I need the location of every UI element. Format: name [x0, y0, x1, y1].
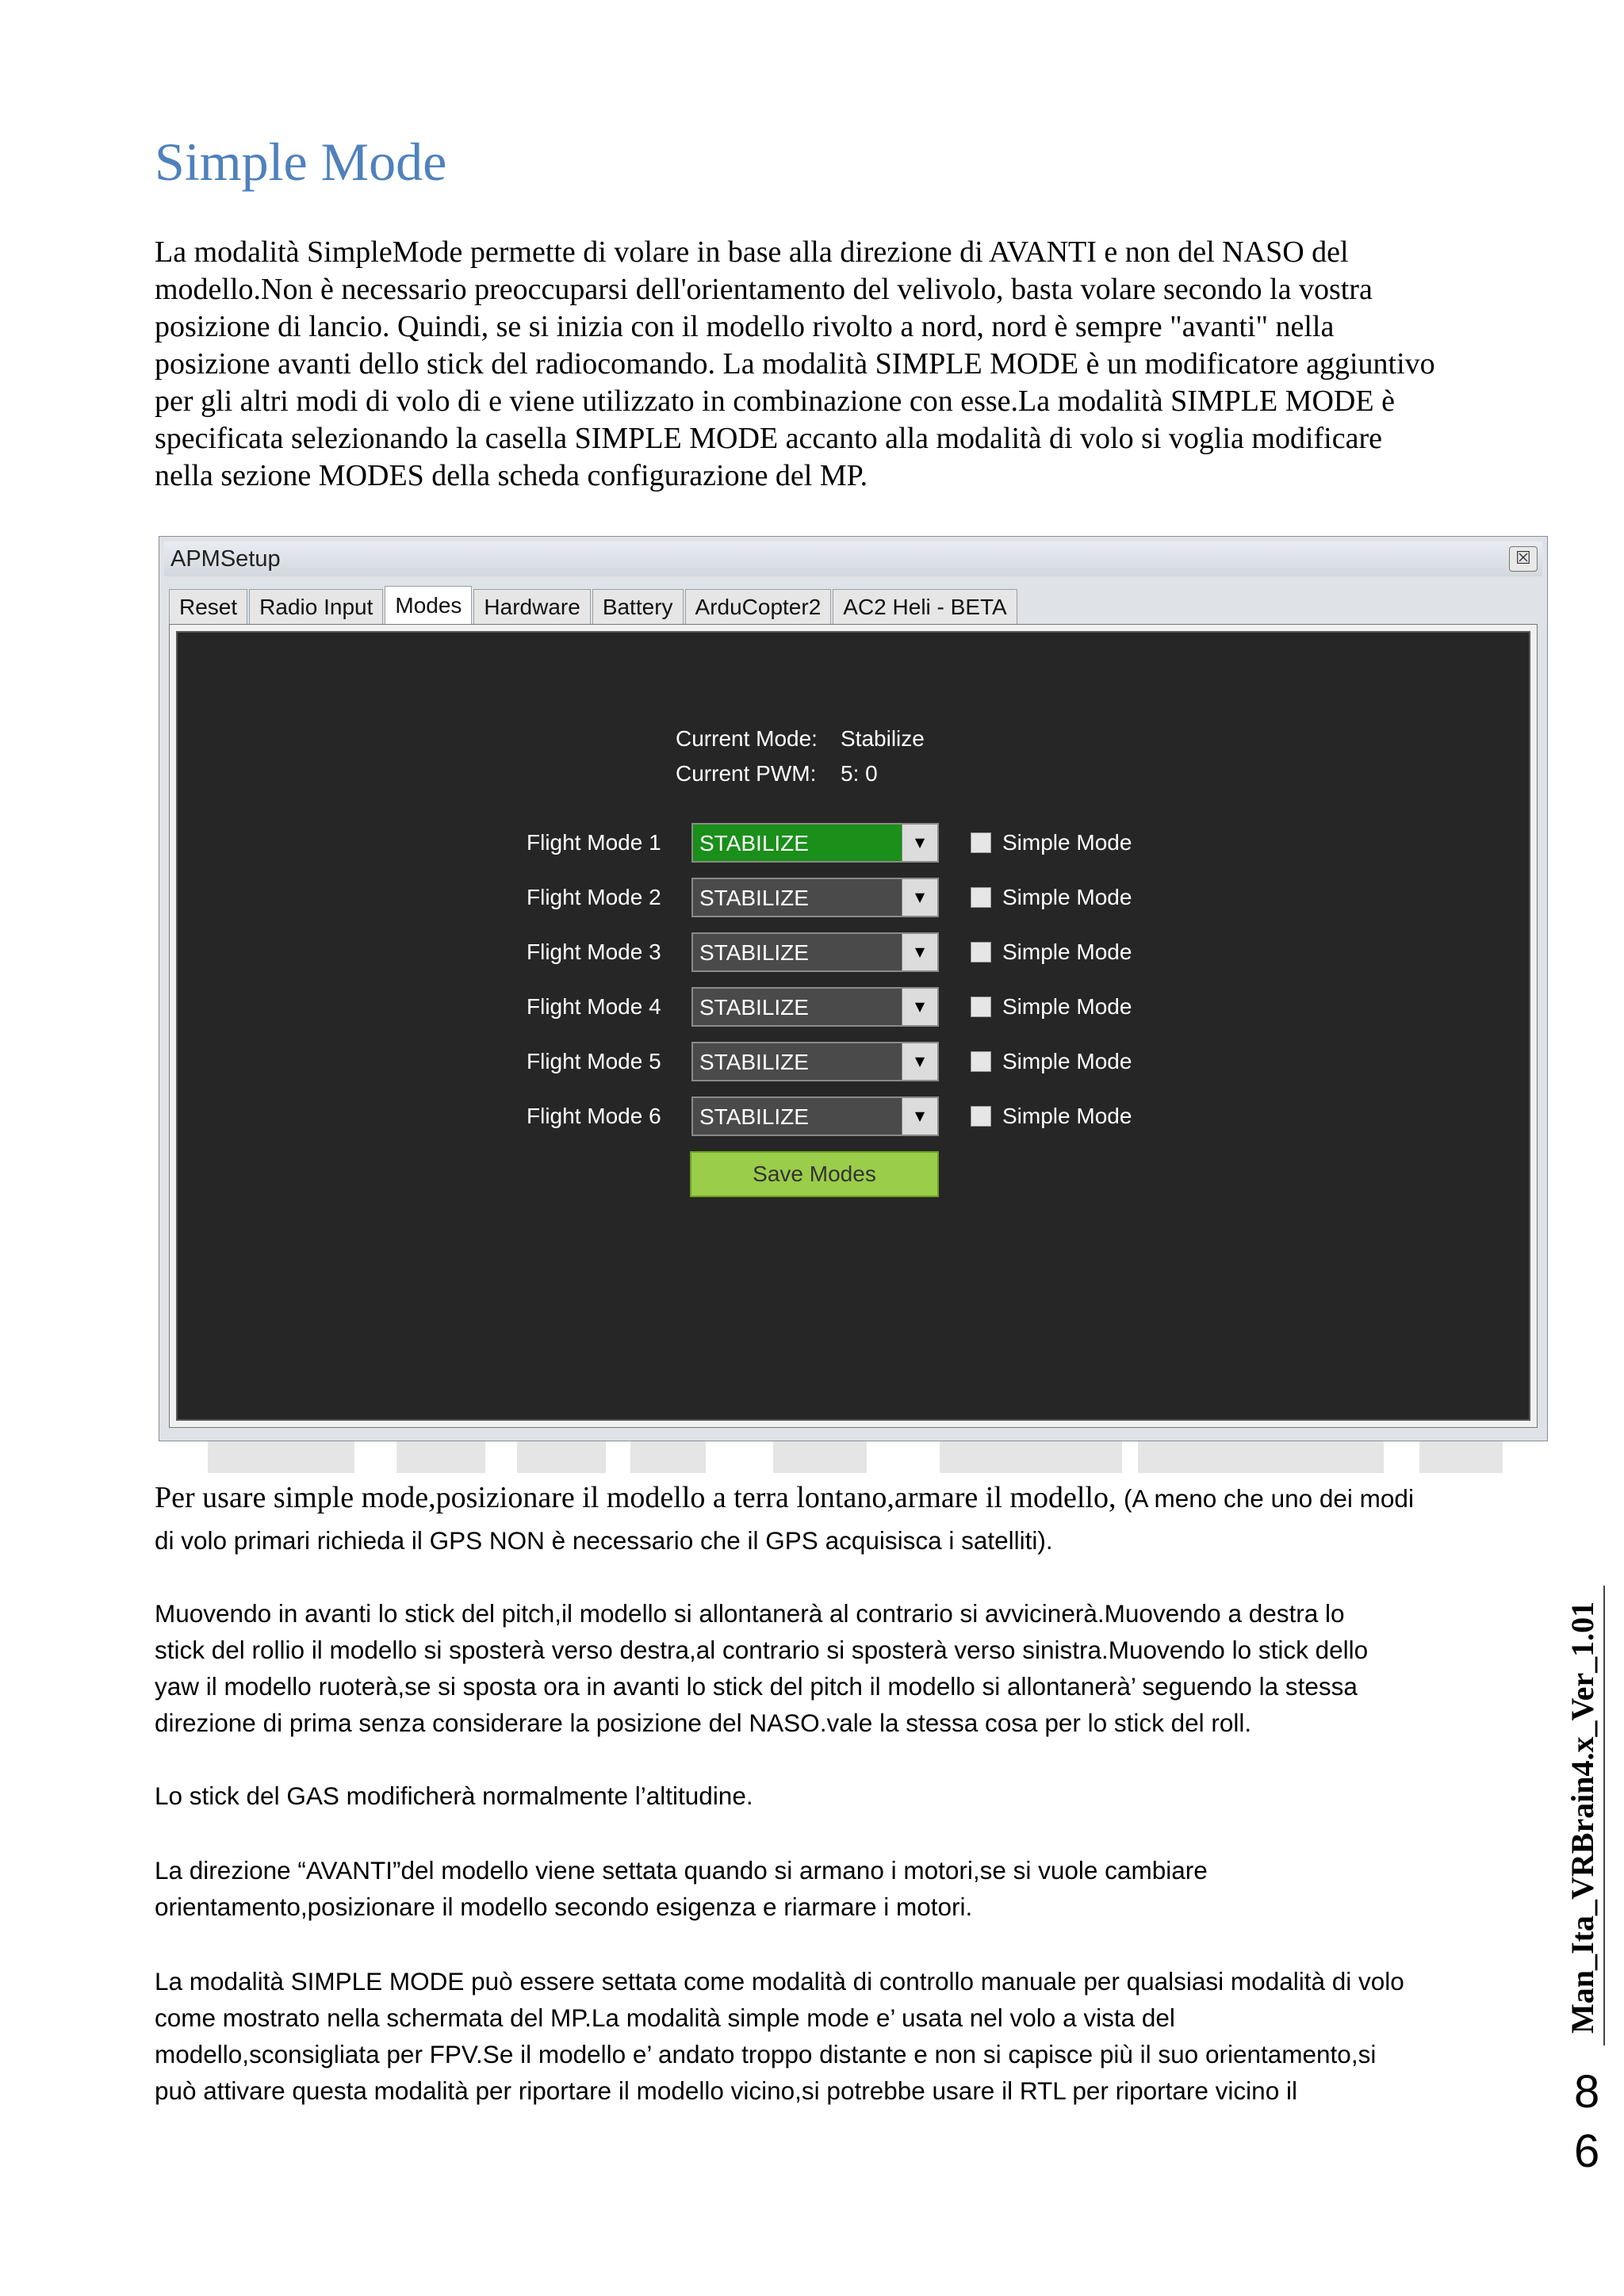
flight-mode-label: Flight Mode 2	[527, 885, 661, 909]
image-shadow-strip	[208, 1441, 354, 1473]
chevron-down-icon[interactable]: ▼	[902, 1098, 937, 1135]
tab-battery[interactable]: Battery	[592, 589, 684, 624]
image-shadow-strip	[1138, 1441, 1384, 1473]
close-icon[interactable]: ☒	[1509, 546, 1538, 572]
tab-hardware[interactable]: Hardware	[473, 589, 590, 624]
flight-mode-1-select[interactable]	[691, 823, 939, 863]
intro-line: posizione di lancio. Quindi, se si inizia con il modello rivolto a nord, nord è sempre "avanti" nella	[155, 310, 1335, 343]
usage-line: di volo primari richieda il GPS NON è necessario che il GPS acquisisca i satelliti).	[155, 1526, 1053, 1555]
flight-mode-label: Flight Mode 5	[527, 1049, 661, 1073]
chevron-down-icon[interactable]: ▼	[902, 934, 937, 970]
flight-mode-label: Flight Mode 6	[527, 1104, 661, 1128]
intro-line: nella sezione MODES della scheda configurazione del MP.	[155, 459, 868, 492]
image-shadow-strip	[940, 1441, 1122, 1473]
side-divider	[1603, 1586, 1605, 2045]
flight-mode-row-2	[178, 878, 1529, 919]
stick-line: direzione di prima senza considerare la posizione del NASO.vale la stessa cosa per lo stick del roll.	[155, 1709, 1252, 1737]
save-modes-button[interactable]: Save Modes	[690, 1151, 939, 1197]
flight-mode-value: STABILIZE	[699, 1050, 809, 1074]
flight-mode-4-select[interactable]	[691, 987, 939, 1027]
flight-mode-2-select[interactable]	[691, 878, 939, 917]
flight-mode-value: STABILIZE	[699, 831, 809, 855]
chevron-down-icon[interactable]: ▼	[902, 1043, 937, 1080]
stick-line: stick del rollio il modello si sposterà verso destra,al contrario si sposterà verso sinistra.Muovendo lo stick dello	[155, 1636, 1369, 1664]
flight-mode-label: Flight Mode 1	[527, 830, 661, 855]
flight-mode-row-5	[178, 1042, 1529, 1083]
modes-panel-content	[176, 631, 1530, 1421]
modes-panel	[169, 624, 1538, 1428]
page-number-digit: 8	[1574, 2066, 1600, 2118]
gas-paragraph	[155, 1777, 1550, 1814]
simple-mode-line: come mostrato nella schermata del MP.La modalità simple mode e’ usata nel volo a vista del	[155, 2003, 1175, 2032]
tab-ac2-heli-beta[interactable]: AC2 Heli - BETA	[833, 589, 1017, 624]
simple-mode-label: Simple Mode	[1002, 1049, 1132, 1073]
tab-reset[interactable]: Reset	[169, 589, 247, 624]
intro-line: modello.Non è necessario preoccuparsi dell'orientamento del velivolo, basta volare secondo la vostra	[155, 273, 1373, 306]
chevron-down-icon[interactable]: ▼	[902, 989, 937, 1025]
direction-line: La direzione “AVANTI”del modello viene settata quando si armano i motori,se si vuole cambiare	[155, 1856, 1208, 1885]
intro-line: La modalità SimpleMode permette di volare in base alla direzione di AVANTI e non del NASO del	[155, 235, 1349, 269]
page-number-digit: 6	[1574, 2126, 1600, 2177]
simple-mode-checkbox-3[interactable]	[971, 942, 991, 962]
image-shadow-strip	[396, 1441, 485, 1473]
chevron-down-icon[interactable]: ▼	[902, 879, 937, 916]
flight-mode-label: Flight Mode 3	[527, 939, 661, 964]
simple-mode-label: Simple Mode	[1002, 1104, 1132, 1128]
flight-mode-6-select[interactable]	[691, 1096, 939, 1136]
flight-mode-row-6	[178, 1096, 1529, 1138]
simple-mode-label: Simple Mode	[1002, 885, 1132, 909]
simple-mode-paragraph	[155, 1963, 1550, 2109]
image-shadow-strip	[517, 1441, 606, 1473]
current-pwm-value: 5: 0	[841, 761, 878, 786]
window-title: APMSetup	[170, 546, 281, 572]
image-shadow-strip	[630, 1441, 706, 1473]
stick-line: Muovendo in avanti lo stick del pitch,il modello si allontanerà al contrario si avvicinerà.Muovendo a destra lo	[155, 1599, 1345, 1628]
simple-mode-line: modello,sconsigliata per FPV.Se il modello e’ andato troppo distante e non si capisce più il suo orientamento,si	[155, 2040, 1377, 2068]
current-mode-label: Current Mode:	[676, 726, 818, 751]
image-shadow-strip	[773, 1441, 867, 1473]
apmsetup-screenshot	[159, 536, 1548, 1441]
current-mode-value: Stabilize	[841, 726, 925, 751]
document-version-label: Man_Ita_VRBrain4.x_Ver_1.01	[1565, 1601, 1600, 2034]
flight-mode-value: STABILIZE	[699, 886, 809, 910]
flight-mode-value: STABILIZE	[699, 995, 809, 1020]
simple-mode-line: può attivare questa modalità per riportare il modello vicino,si potrebbe usare il RTL per riportare vicino il	[155, 2076, 1297, 2105]
simple-mode-checkbox-1[interactable]	[971, 832, 991, 853]
stick-paragraph	[155, 1595, 1550, 1741]
flight-mode-5-select[interactable]	[691, 1042, 939, 1081]
usage-line	[155, 1479, 1558, 1522]
simple-mode-label: Simple Mode	[1002, 939, 1132, 964]
chevron-down-icon[interactable]: ▼	[902, 825, 937, 861]
image-shadow-strip	[1419, 1441, 1503, 1473]
simple-mode-line: La modalità SIMPLE MODE può essere settata come modalità di controllo manuale per qualsiasi modalità di volo	[155, 1967, 1404, 1996]
intro-line: specificata selezionando la casella SIMPLE MODE accanto alla modalità di volo si voglia modificare	[155, 422, 1382, 455]
gas-line: Lo stick del GAS modificherà normalmente l’altitudine.	[155, 1781, 753, 1810]
tab-modes[interactable]: Modes	[385, 586, 472, 624]
usage-text-serif: Per usare simple mode,posizionare il modello a terra lontano,armare il modello,	[155, 1481, 1124, 1514]
tab-bar	[169, 586, 1019, 624]
page-title: Simple Mode	[155, 132, 447, 192]
flight-mode-value: STABILIZE	[699, 940, 809, 965]
intro-line: posizione avanti dello stick del radiocomando. La modalità SIMPLE MODE è un modificatore aggiuntivo	[155, 347, 1435, 381]
direction-paragraph	[155, 1852, 1550, 1925]
flight-mode-3-select[interactable]	[691, 932, 939, 972]
usage-paragraph	[155, 1479, 1558, 1559]
flight-mode-row-1	[178, 823, 1529, 864]
flight-mode-row-3	[178, 932, 1529, 974]
usage-text-sans: (A meno che uno dei modi	[1123, 1484, 1414, 1513]
window-titlebar	[164, 541, 1542, 576]
simple-mode-checkbox-2[interactable]	[971, 887, 991, 908]
current-pwm-label: Current PWM:	[676, 761, 817, 786]
flight-mode-value: STABILIZE	[699, 1104, 809, 1129]
flight-mode-label: Flight Mode 4	[527, 994, 661, 1019]
simple-mode-checkbox-4[interactable]	[971, 997, 991, 1017]
intro-paragraph	[155, 234, 1558, 495]
tab-radio-input[interactable]: Radio Input	[249, 589, 383, 624]
simple-mode-checkbox-6[interactable]	[971, 1106, 991, 1127]
stick-line: yaw il modello ruoterà,se si sposta ora in avanti lo stick del pitch il modello si allontanerà’ seguendo la stessa	[155, 1672, 1358, 1701]
simple-mode-label: Simple Mode	[1002, 994, 1132, 1019]
simple-mode-label: Simple Mode	[1002, 830, 1132, 855]
intro-line: per gli altri modi di volo di e viene utilizzato in combinazione con esse.La modalità SIMPLE MODE è	[155, 385, 1395, 418]
tab-arducopter2[interactable]: ArduCopter2	[685, 589, 832, 624]
direction-line: orientamento,posizionare il modello secondo esigenza e riarmare i motori.	[155, 1892, 973, 1921]
flight-mode-row-4	[178, 987, 1529, 1028]
simple-mode-checkbox-5[interactable]	[971, 1051, 991, 1072]
